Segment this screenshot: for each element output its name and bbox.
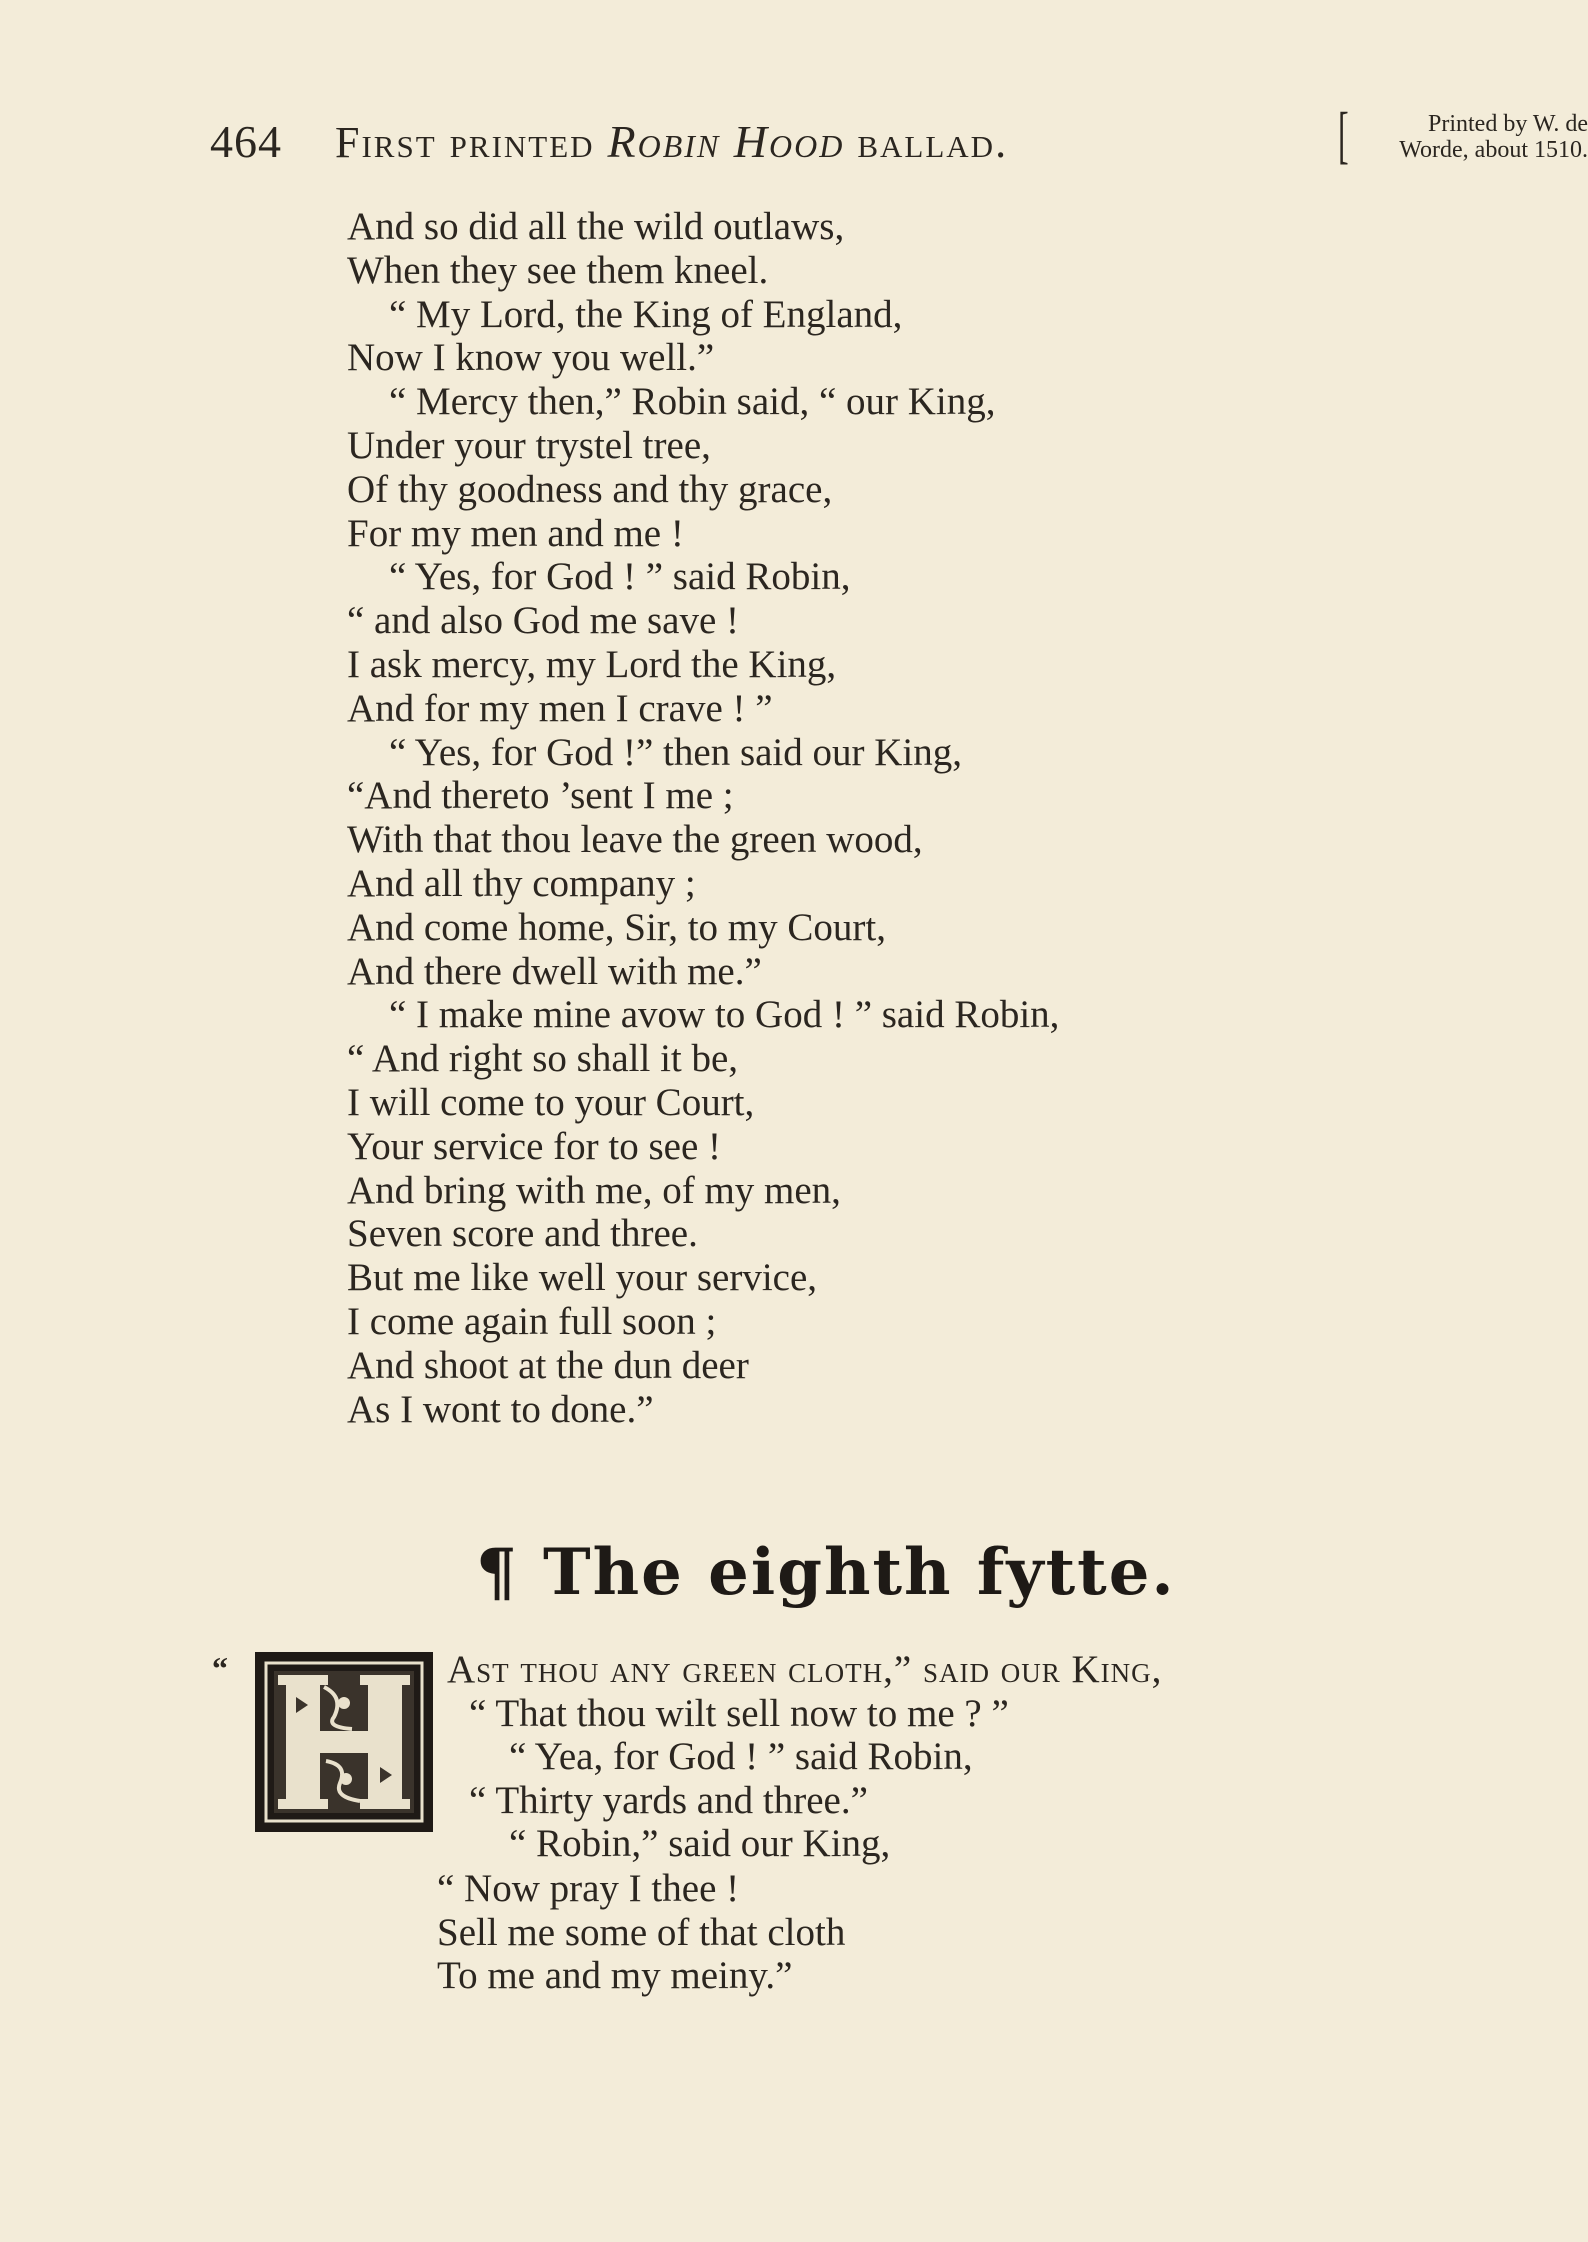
verse-line: “ Mercy then,” Robin said, “ our King, (389, 380, 996, 424)
verse-line: “ Robin,” said our King, (509, 1822, 891, 1865)
verse-line: “ My Lord, the King of England, (389, 292, 903, 336)
running-title-part2: Robin Hood (607, 116, 845, 167)
decorated-initial-h (255, 1652, 433, 1832)
verse-line: And all thy company ; (347, 861, 696, 905)
verse-line-text: Ast thou any green cloth,” said our King, (447, 1648, 1163, 1691)
running-title-part1: First printed (335, 118, 595, 167)
verse-line: And so did all the wild outlaws, (347, 205, 845, 248)
running-head (210, 99, 1588, 175)
verse-line: “ and also God me save ! (347, 599, 740, 643)
verse-line: I ask mercy, my Lord the King, (347, 642, 837, 686)
fytte-stanza-wrapped (447, 1648, 1347, 1866)
verse-line: “ And right so shall it be, (347, 1037, 739, 1081)
printer-note-line1: Printed by W. de (1428, 111, 1588, 137)
verse-line: And bring with me, of my men, (347, 1168, 841, 1212)
verse-line: Your service for to see ! (347, 1124, 722, 1168)
verse-line: “ Yea, for God ! ” said Robin, (509, 1735, 973, 1778)
running-title-part3: ballad. (857, 118, 1009, 167)
verse-line: “ Thirty yards and three.” (469, 1778, 868, 1822)
verse-line: Under your trystel tree, (347, 423, 711, 467)
bracket-glyph: [ (1338, 99, 1349, 170)
verse-line: As I wont to done.” (347, 1387, 654, 1431)
fytte-stanza-full (437, 1867, 1337, 1998)
verse-line: And shoot at the dun deer (347, 1343, 749, 1387)
verse-line: Sell me some of that cloth (437, 1910, 846, 1954)
verse-line: Seven score and three. (347, 1212, 698, 1256)
verse-line: When they see them kneel. (347, 248, 769, 292)
running-title (335, 115, 1008, 168)
verse-line: And for my men I crave ! ” (347, 686, 773, 730)
verse-line: “ That thou wilt sell now to me ? ” (469, 1691, 1009, 1735)
opening-quote: “ (212, 1650, 228, 1686)
printer-note-line2: Worde, about 1510. (1399, 137, 1588, 163)
verse-line: “And thereto ’sent I me ; (347, 774, 734, 818)
verse-line: With that thou leave the green wood, (347, 818, 923, 862)
verse-line: For my men and me ! (347, 511, 684, 555)
verse-line: I come again full soon ; (347, 1299, 717, 1343)
verse-line: And there dwell with me.” (347, 949, 762, 993)
verse-line: “ Yes, for God ! ” said Robin, (389, 555, 851, 599)
verse-line: And come home, Sir, to my Court, (347, 905, 886, 949)
verse-line: “ Now pray I thee ! (437, 1867, 740, 1910)
verse-line: Now I know you well.” (347, 336, 715, 380)
verse-line: I will come to your Court, (347, 1080, 755, 1124)
verse-line: Of thy goodness and thy grace, (347, 467, 833, 511)
verse-line: “ I make mine avow to God ! ” said Robin, (389, 993, 1060, 1037)
page-number: 464 (210, 116, 282, 167)
verse-line (447, 1648, 1347, 1692)
verse-line: To me and my meiny.” (437, 1954, 793, 1997)
printer-note (1368, 111, 1588, 163)
verse-line: “ Yes, for God !” then said our King, (389, 730, 963, 774)
verse-line: But me like well your service, (347, 1256, 818, 1300)
ballad-stanzas (347, 205, 1327, 1431)
decorated-initial-h-art (260, 1657, 428, 1827)
section-heading: ¶ The eighth fytte. (476, 1535, 1176, 1610)
